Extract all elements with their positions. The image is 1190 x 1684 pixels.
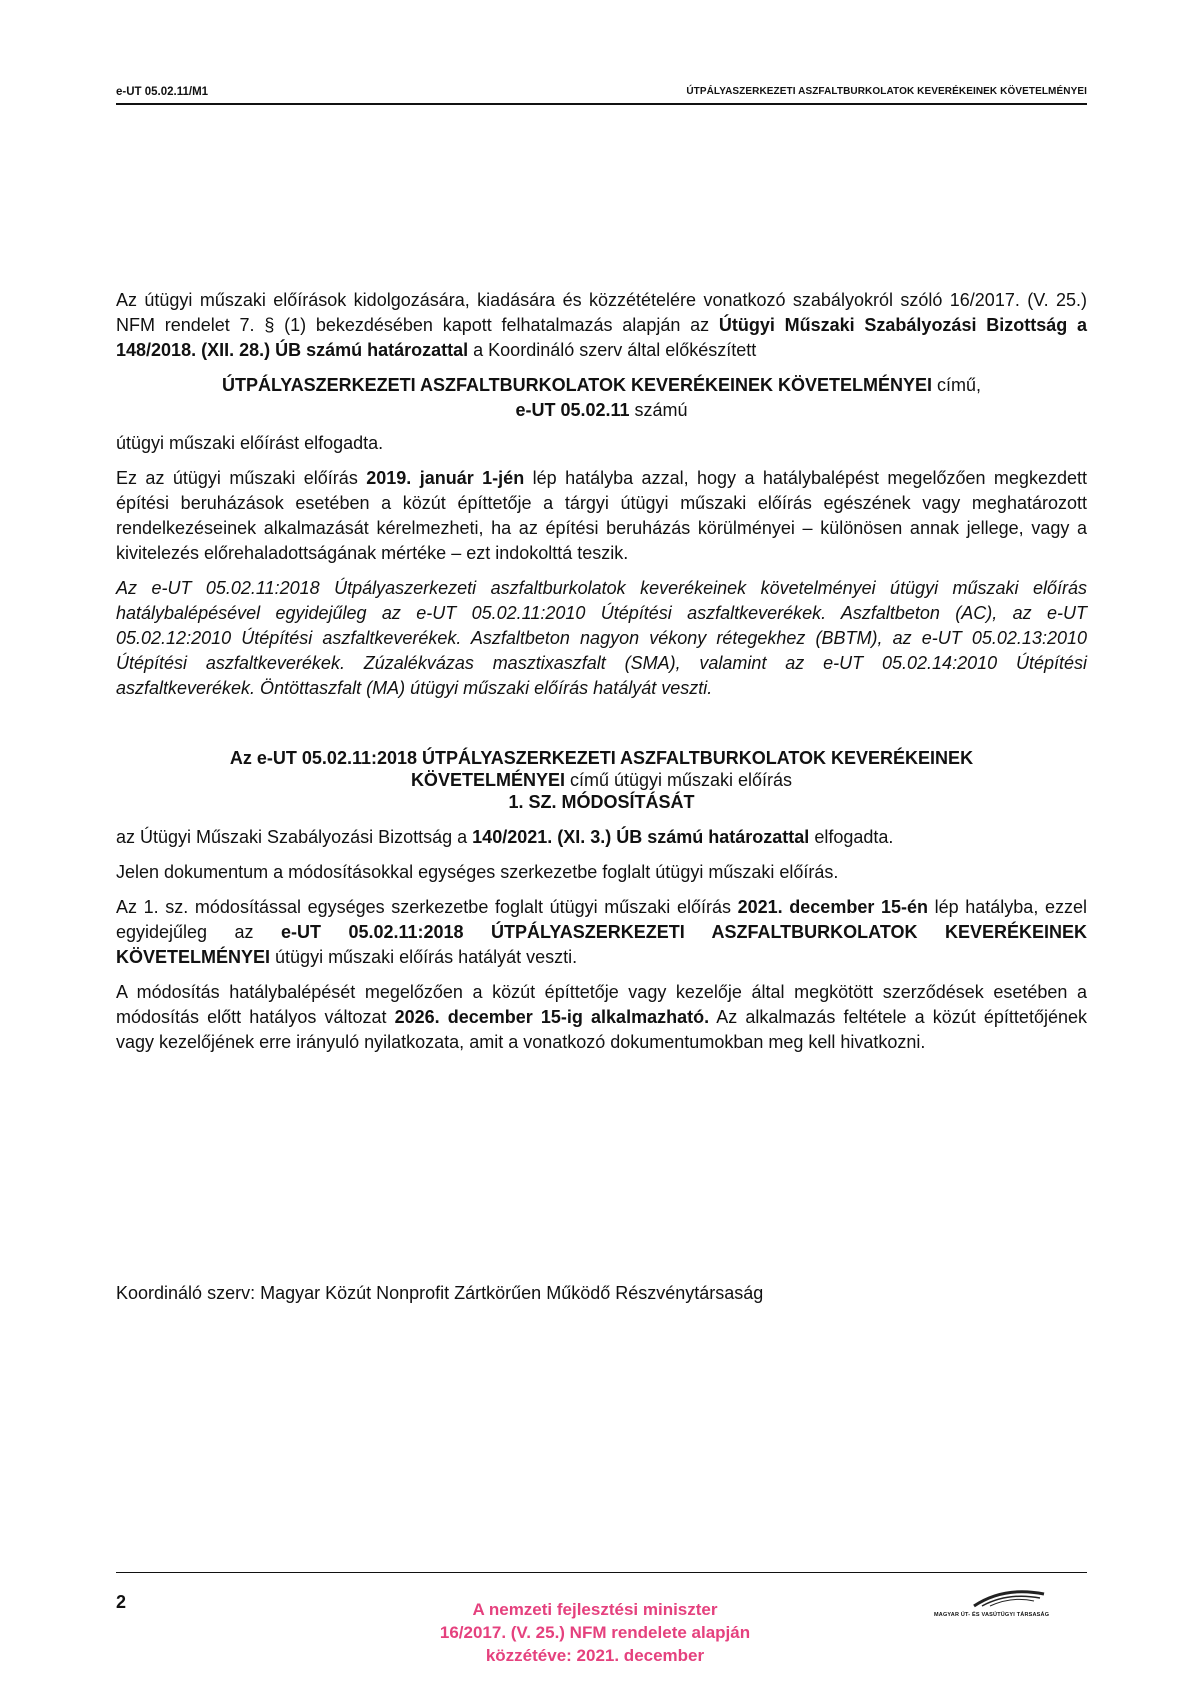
publisher-note: A nemzeti fejlesztési miniszter 16/2017. (V. 25.) NFM rendelete alapján közzétéve: 2021. december [439,1600,751,1665]
accepted-statement: útügyi műszaki előírást elfogadta. [116,433,384,453]
road-arc-icon [934,1584,1084,1610]
header-divider [116,103,1087,105]
society-logo [934,1584,1084,1618]
page-header [116,86,1087,104]
page-number: 2 [116,1592,127,1612]
doc-code: e-UT 05.02.11/M1 [116,86,209,98]
document-body [116,288,1087,1055]
coordinator-line: Koordináló szerv: Magyar Közút Nonprofit Zártkörűen Működő Részvénytársaság [116,1283,764,1303]
transition-paragraph: A módosítás hatálybalépését megelőzően a közút építtetője vagy kezelője által megkötött szerződések esetében a módosítás előtt hatályos változat 2026. december 15-ig alkalmazható. Az alkalmazás feltétele a közút építtetőjének vagy kezelőjének erre irányuló nyilatkozata, amit a vonatkozó dokumentumokban meg kell hivatkozni. [116,982,1087,1052]
logo-text: MAGYAR ÚT- ÉS VASÚTÜGYI TÁRSASÁG [934,1612,1050,1618]
document-title: ÚTPÁLYASZERKEZETI ASZFALTBURKOLATOK KEVERÉKEINEK KÖVETELMÉNYEI című, e-UT 05.02.11 számú [221,375,982,420]
intro-paragraph: Az útügyi műszaki előírások kidolgozására, kiadására és közzétételére vonatkozó szabályokról szóló 16/2017. (V. 25.) NFM rendelet 7. § (1) bekezdésében kapott felhatalmazás alapján az Útügyi Műszaki Szabályozási Bizottság a 148/2018. (XII. 28.) ÚB számú határozattal a Koordináló szerv által előkészített [116,290,1087,360]
header-title: ÚTPÁLYASZERKEZETI ASZFALTBURKOLATOK KEVERÉKEINEK KÖVETELMÉNYEI [686,86,1087,97]
amendment-title: Az e-UT 05.02.11:2018 ÚTPÁLYASZERKEZETI ASZFALTBURKOLATOK KEVERÉKEINEK KÖVETELMÉNYEI című útügyi műszaki előírás 1. SZ. MÓDOSÍTÁSÁT [229,748,974,812]
footer-divider [116,1572,1087,1573]
effective-date-paragraph: Ez az útügyi műszaki előírás 2019. január 1-jén lép hatályba azzal, hogy a hatálybalépést megelőzően megkezdett építési beruházások esetében a közút építtetője a tárgyi útügyi műszaki előírás egészének vagy meghatározott rendelkezéseinek alkalmazását kérelmezheti, ha az építési beruházás körülményei – különösen annak jellege, vagy a kivitelezés előrehaladottságának mértéke – ezt indokolttá teszik. [116,468,1087,563]
superseded-paragraph: Az e-UT 05.02.11:2018 Útpályaszerkezeti aszfaltburkolatok keverékeinek követelményei útügyi műszaki előírás hatálybalépésével egyidejűleg az e-UT 05.02.11:2010 Útépítési aszfaltkeverékek. Aszfaltbeton (AC), az e-UT 05.02.12:2010 Útépítési aszfaltkeverékek. Aszfaltbeton nagyon vékony rétegekhez (BBTM), az e-UT 05.02.13:2010 Útépítési aszfaltkeverékek. Zúzalékvázas masztixaszfalt (SMA), valamint az e-UT 05.02.14:2010 Útépítési aszfaltkeverékek. Öntöttaszfalt (MA) útügyi műszaki előírás hatályát veszti. [116,578,1087,698]
amendment-accepted: az Útügyi Műszaki Szabályozási Bizottság a 140/2021. (XI. 3.) ÚB számú határozattal elfogadta. [116,827,894,847]
amendment-effective-paragraph: Az 1. sz. módosítással egységes szerkezetbe foglalt útügyi műszaki előírás 2021. december 15-én lép hatályba, ezzel egyidejűleg az e-UT 05.02.11:2018 ÚTPÁLYASZERKEZETI ASZFALTBURKOLATOK KEVERÉKEINEK KÖVETELMÉNYEI útügyi műszaki előírás hatályát veszti. [116,897,1087,967]
consolidated-statement: Jelen dokumentum a módosításokkal egységes szerkezetbe foglalt útügyi műszaki előírás. [116,862,839,882]
